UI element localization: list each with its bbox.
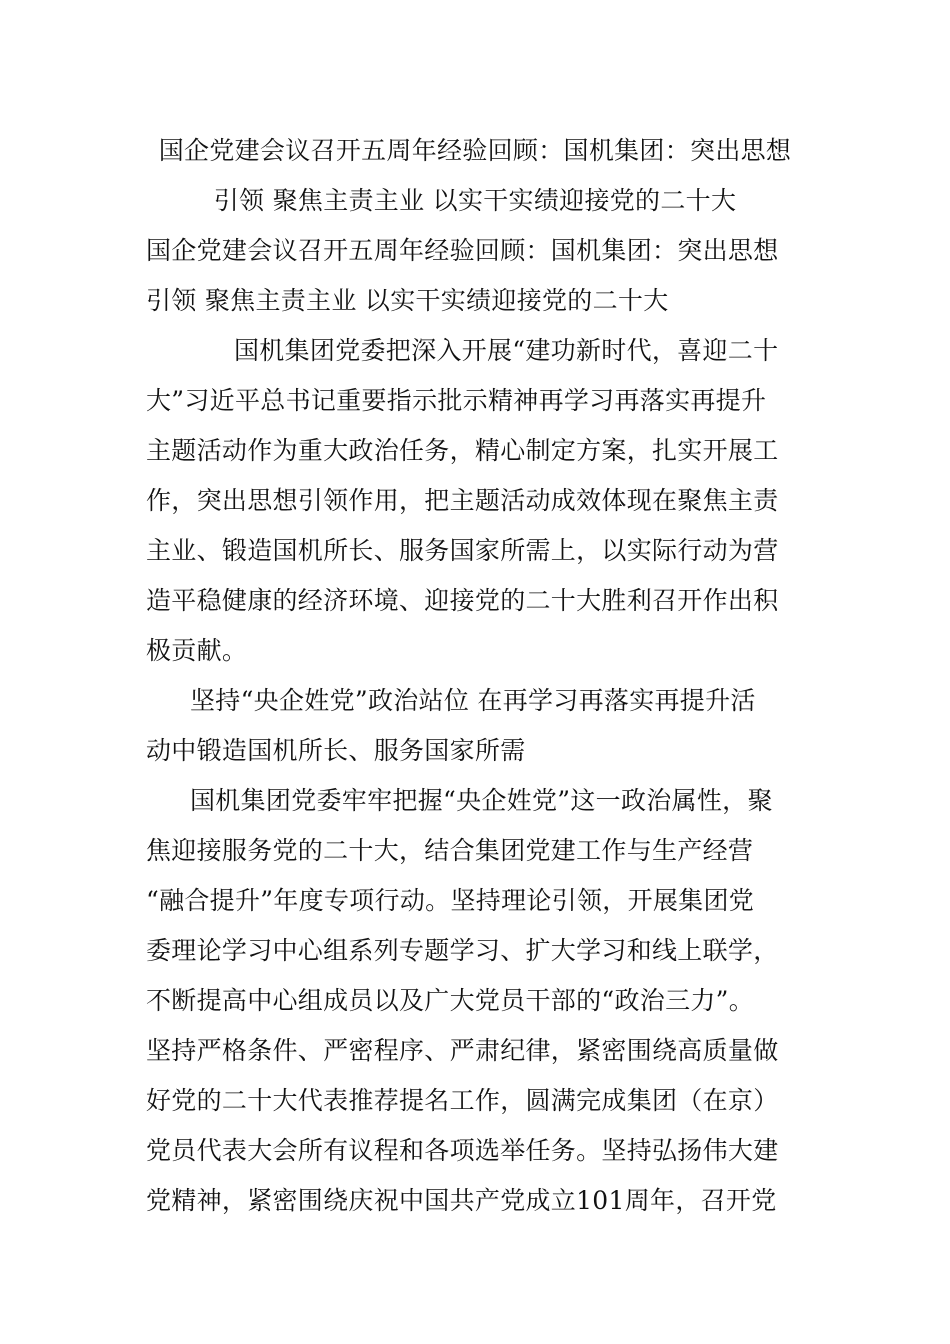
paragraph2-line-2: 焦迎接服务党的二十大，结合集团党建工作与生产经营: [146, 836, 754, 865]
paragraph2-line-6: 坚持严格条件、严密程序、严肃纪律，紧密围绕高质量做: [146, 1036, 779, 1065]
title-line-2: 引领 聚焦主责主业 以实干实绩迎接党的二十大: [213, 186, 737, 215]
repeat-title-line-1: 国企党建会议召开五周年经验回顾：国机集团：突出思想: [146, 236, 779, 265]
paragraph2-line-7: 好党的二十大代表推荐提名工作，圆满完成集团（在京）: [146, 1086, 779, 1115]
subheading-line-1: 坚持“央企姓党”政治站位 在再学习再落实再提升活: [190, 686, 756, 715]
subheading-line-2: 动中锻造国机所长、服务国家所需: [146, 736, 526, 765]
paragraph1-line-5: 主业、锻造国机所长、服务国家所需上，以实际行动为营: [146, 536, 779, 565]
paragraph2-line-9: 党精神，紧密围绕庆祝中国共产党成立101周年，召开党: [146, 1186, 777, 1215]
title-line-1: 国企党建会议召开五周年经验回顾：国机集团：突出思想: [158, 136, 792, 165]
paragraph1-line-1: 国机集团党委把深入开展“建功新时代，喜迎二十: [234, 336, 779, 365]
paragraph2-line-4: 委理论学习中心组系列专题学习、扩大学习和线上联学，: [146, 936, 779, 965]
paragraph1-line-6: 造平稳健康的经济环境、迎接党的二十大胜利召开作出积: [146, 586, 779, 615]
paragraph2-line-3: “融合提升”年度专项行动。坚持理论引领，开展集团党: [146, 886, 755, 915]
repeat-title-line-2: 引领 聚焦主责主业 以实干实绩迎接党的二十大: [146, 286, 669, 315]
paragraph2-line-5: 不断提高中心组成员以及广大党员干部的“政治三力”。: [146, 986, 755, 1015]
paragraph2-line-1: 国机集团党委牢牢把握“央企姓党”这一政治属性，聚: [190, 786, 773, 815]
paragraph1-line-3: 主题活动作为重大政治任务，精心制定方案，扎实开展工: [146, 436, 779, 465]
paragraph1-line-7: 极贡献。: [146, 636, 248, 665]
paragraph1-line-4: 作，突出思想引领作用，把主题活动成效体现在聚焦主责: [146, 486, 779, 515]
paragraph2-line-8: 党员代表大会所有议程和各项选举任务。坚持弘扬伟大建: [146, 1136, 779, 1165]
paragraph1-line-2: 大”习近平总书记重要指示批示精神再学习再落实再提升: [146, 386, 767, 415]
